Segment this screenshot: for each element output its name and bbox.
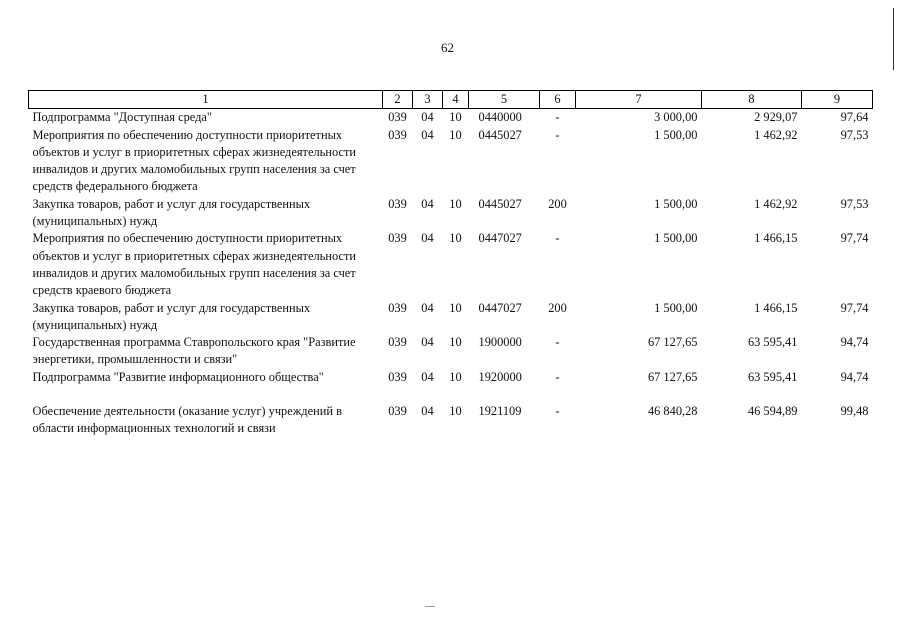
table-row (29, 109, 873, 127)
page-edge-line (893, 8, 894, 70)
cell-planned: 1 500,00 (654, 300, 698, 315)
cell-target: 1900000 (478, 335, 522, 350)
row-name: Закупка товаров, работ и услуг для государственных (муниципальных) нужд (32, 300, 311, 332)
cell-planned: 1 500,00 (654, 127, 698, 142)
cell-subsection: 10 (449, 300, 462, 315)
cell-planned: 67 127,65 (647, 369, 698, 384)
cell-code: 039 (388, 369, 407, 384)
cell-percent: 97,64 (840, 110, 869, 125)
column-header: 4 (443, 91, 469, 109)
cell-code: 039 (388, 196, 407, 211)
column-header: 2 (383, 91, 413, 109)
cell-planned: 67 127,65 (647, 335, 698, 350)
cell-planned: 1 500,00 (654, 196, 698, 211)
cell-target: 0445027 (478, 127, 522, 142)
cell-percent: 97,74 (840, 231, 869, 246)
table-row (29, 196, 873, 231)
cell-section: 04 (421, 404, 434, 419)
column-header: 6 (540, 91, 576, 109)
table-row (29, 230, 873, 299)
cell-target: 0440000 (478, 110, 522, 125)
cell-section: 04 (421, 110, 434, 125)
cell-target: 1921109 (478, 404, 522, 419)
cell-code: 039 (388, 231, 407, 246)
cell-expense-type: - (555, 404, 560, 419)
cell-section: 04 (421, 369, 434, 384)
table-row (29, 127, 873, 196)
cell-actual: 1 466,15 (754, 300, 798, 315)
column-header: 1 (29, 91, 383, 109)
table-row (29, 300, 873, 335)
cell-expense-type: 200 (548, 196, 567, 211)
cell-actual: 46 594,89 (747, 404, 798, 419)
cell-code: 039 (388, 127, 407, 142)
cell-planned: 46 840,28 (647, 404, 698, 419)
row-name: Обеспечение деятельности (оказание услуг) учреждений в области информационных технологий и связи (32, 404, 342, 436)
cell-code: 039 (388, 300, 407, 315)
cell-actual: 2 929,07 (754, 110, 798, 125)
row-name: Подпрограмма "Развитие информационного общества" (32, 369, 324, 384)
cell-target: 1920000 (478, 369, 522, 384)
cell-code: 039 (388, 335, 407, 350)
column-header: 9 (802, 91, 873, 109)
cell-actual: 1 462,92 (754, 196, 798, 211)
cell-percent: 97,53 (840, 127, 869, 142)
cell-actual: 1 462,92 (754, 127, 798, 142)
table-row (29, 386, 873, 438)
row-name: Подпрограмма "Доступная среда" (32, 110, 212, 125)
column-header: 3 (413, 91, 443, 109)
cell-percent: 97,74 (840, 300, 869, 315)
cell-percent: 99,48 (840, 404, 869, 419)
cell-target: 0447027 (478, 231, 522, 246)
cell-expense-type: - (555, 110, 560, 125)
column-header: 7 (576, 91, 702, 109)
cell-percent: 94,74 (840, 335, 869, 350)
cell-section: 04 (421, 196, 434, 211)
cell-section: 04 (421, 335, 434, 350)
cell-actual: 1 466,15 (754, 231, 798, 246)
cell-section: 04 (421, 231, 434, 246)
cell-target: 0445027 (478, 196, 522, 211)
cell-expense-type: - (555, 335, 560, 350)
cell-code: 039 (388, 404, 407, 419)
cell-subsection: 10 (449, 335, 462, 350)
cell-subsection: 10 (449, 369, 462, 384)
cell-percent: 97,53 (840, 196, 869, 211)
cell-subsection: 10 (449, 231, 462, 246)
page-number: 62 (441, 40, 454, 55)
cell-planned: 3 000,00 (654, 110, 698, 125)
table-row (29, 369, 873, 386)
table-row (29, 334, 873, 369)
column-header: 8 (702, 91, 802, 109)
cell-actual: 63 595,41 (747, 369, 798, 384)
cell-subsection: 10 (449, 196, 462, 211)
table-header-row (29, 91, 873, 109)
cell-subsection: 10 (449, 110, 462, 125)
cell-code: 039 (388, 110, 407, 125)
cell-expense-type: - (555, 231, 560, 246)
cell-expense-type: 200 (548, 300, 567, 315)
cell-section: 04 (421, 127, 434, 142)
cell-subsection: 10 (449, 404, 462, 419)
cell-subsection: 10 (449, 127, 462, 142)
row-name: Мероприятия по обеспечению доступности приоритетных объектов и услуг в приоритетных сферах жизнедеятельности инвалидов и других маломобильных групп населения за счет средств краевого бюджета (32, 231, 356, 298)
cell-planned: 1 500,00 (654, 231, 698, 246)
budget-table (28, 90, 873, 438)
column-header: 5 (469, 91, 540, 109)
cell-section: 04 (421, 300, 434, 315)
cell-actual: 63 595,41 (747, 335, 798, 350)
cell-expense-type: - (555, 127, 560, 142)
row-name: Государственная программа Ставропольского края "Развитие энергетики, промышленности и связи" (32, 335, 356, 367)
scan-mark (425, 606, 435, 607)
cell-percent: 94,74 (840, 369, 869, 384)
row-name: Мероприятия по обеспечению доступности приоритетных объектов и услуг в приоритетных сферах жизнедеятельности инвалидов и других маломобильных групп населения за счет средств федерального бюджета (32, 127, 356, 194)
row-name: Закупка товаров, работ и услуг для государственных (муниципальных) нужд (32, 196, 311, 229)
cell-target: 0447027 (478, 300, 522, 315)
cell-expense-type: - (555, 369, 560, 384)
